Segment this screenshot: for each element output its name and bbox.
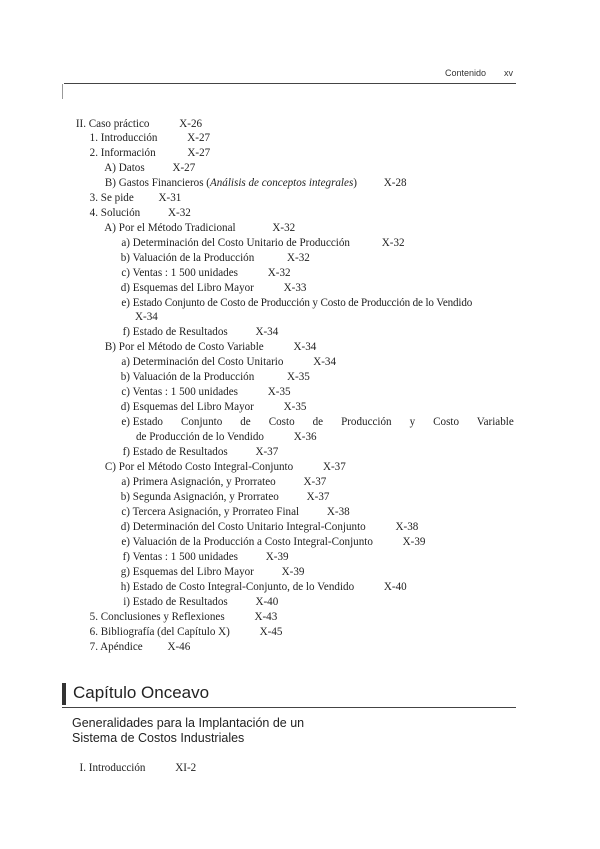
toc-entry-title: Determinación del Costo Unitario [132, 356, 284, 368]
toc-entry [112, 520, 418, 534]
toc-entry-number: e) [121, 536, 130, 548]
toc-entry-title: Estado de Resultados [132, 446, 228, 458]
toc-entry-page: X-38 [326, 506, 350, 518]
toc-entry [80, 131, 210, 145]
toc-entry-number: e) [121, 297, 130, 309]
toc-entry-title: Esquemas del Libro Mayor [132, 282, 254, 294]
toc-entry [112, 490, 329, 504]
toc-entry-title: Gastos Financieros ( [118, 177, 210, 189]
toc-entry-title: Por el Método de Costo Variable [118, 341, 264, 353]
toc-entry-page: X-39 [281, 566, 305, 578]
toc-entry-number: 6. [89, 626, 98, 638]
toc-entry [96, 340, 316, 354]
toc-entry-page: X-37 [255, 446, 279, 458]
toc-entry [112, 505, 350, 519]
toc-entry-number: C) [104, 461, 116, 473]
toc-entry-title: Por el Método Costo Integral-Conjunto [118, 461, 294, 473]
toc-entry-title: Ventas : 1 500 unidades [132, 551, 238, 563]
toc-entry-number: b) [120, 371, 130, 383]
toc-entry-continuation [135, 310, 158, 324]
toc-entry-number: 3. [89, 192, 98, 204]
toc-entry-number: 7. [89, 641, 98, 653]
toc-entry-number: h) [120, 581, 130, 593]
toc-entry-page: X-32 [267, 267, 291, 279]
toc-entry-title: Determinación del Costo Unitario Integral-Conjunto [132, 521, 366, 533]
toc-entry [112, 266, 291, 280]
toc-entry-page: X-27 [187, 147, 211, 159]
toc-entry [112, 580, 407, 594]
toc-entry-number: c) [121, 386, 130, 398]
chapter-heading-bar [62, 683, 66, 705]
toc-entry-page: X-34 [293, 341, 317, 353]
toc-entry-number: B) [104, 341, 116, 353]
toc-entry-number: e) [121, 416, 130, 428]
header-title: Contenido [444, 68, 486, 78]
toc-entry-number: 5. [89, 611, 98, 623]
toc-entry-page: X-34 [313, 356, 337, 368]
toc-entry-number: c) [121, 267, 130, 279]
toc-entry-page: X-37 [306, 491, 330, 503]
chapter-heading [62, 683, 516, 708]
toc-entry [112, 251, 310, 265]
toc-entry-continuation [136, 430, 317, 444]
toc-entry-number: I. [79, 762, 86, 774]
toc-entry-page: X-34 [135, 311, 158, 323]
toc-entry-number: f) [122, 551, 130, 563]
chapter-subtitle-line-1: Generalidades para la Implantación de un [72, 716, 305, 730]
toc-entry-page: X-35 [267, 386, 291, 398]
toc-entry-title-end: ) [353, 177, 357, 189]
toc-entry-title: Ventas : 1 500 unidades [132, 386, 238, 398]
toc-entry [112, 281, 306, 295]
toc-entry-title: Estado de Costo Integral-Conjunto, de lo Vendido [132, 581, 355, 593]
toc-entry [80, 206, 191, 220]
toc-entry-page: X-26 [179, 118, 203, 130]
toc-entry [80, 625, 282, 639]
toc-entry [96, 161, 195, 175]
toc-entry [96, 460, 346, 474]
toc-entry [112, 445, 278, 459]
toc-entry-title: Datos [118, 162, 145, 174]
toc-entry-number: d) [120, 282, 130, 294]
toc-entry-number: f) [122, 326, 130, 338]
toc-entry-page: X-39 [402, 536, 426, 548]
toc-entry [112, 565, 304, 579]
toc-entry-number: c) [121, 506, 130, 518]
toc-entry [112, 370, 310, 384]
toc-entry [64, 117, 202, 131]
toc-entry-title: Tercera Asignación, y Prorrateo Final [132, 506, 300, 518]
chapter-subtitle [72, 716, 516, 746]
toc-entry-page: X-37 [322, 461, 346, 473]
toc-entry-number: A) [104, 222, 116, 234]
toc-entry-number: b) [120, 252, 130, 264]
toc-entry [112, 355, 336, 369]
toc-entry-title: Se pide [100, 192, 134, 204]
toc-entry-number: 2. [89, 147, 98, 159]
toc-entry-number: f) [122, 446, 130, 458]
toc-entry [96, 221, 295, 235]
toc-entry [96, 176, 407, 190]
toc-entry-title: Ventas : 1 500 unidades [132, 267, 238, 279]
toc-entry-page: X-32 [287, 252, 310, 264]
toc-entry-number: 1. [89, 132, 98, 144]
toc-entry-title: Conclusiones y Reflexiones [100, 611, 225, 623]
toc-entry [80, 610, 277, 624]
toc-entry-page: X-27 [172, 162, 196, 174]
toc-entry [64, 761, 196, 775]
toc-entry-title: Información [100, 147, 156, 159]
toc-entry [112, 296, 472, 310]
header-rule [64, 83, 516, 84]
toc-entry-number: d) [120, 401, 130, 413]
toc-entry-number: d) [120, 521, 130, 533]
toc-entry-number: b) [120, 491, 130, 503]
toc-entry-number: a) [121, 356, 130, 368]
toc-entry [112, 475, 326, 489]
toc-entry-page: X-34 [255, 326, 279, 338]
toc-entry-title: Esquemas del Libro Mayor [132, 401, 254, 413]
toc-entry-page: X-27 [187, 132, 211, 144]
toc-entry-title-italic: Análisis de conceptos integrales [209, 177, 354, 189]
toc-entry-title: Determinación del Costo Unitario de Producción [132, 237, 350, 249]
toc-entry-page: X-46 [167, 641, 191, 653]
toc-entry [112, 236, 405, 250]
toc-entry-page: X-40 [383, 581, 407, 593]
margin-line [62, 84, 63, 99]
toc-entry-page: X-38 [395, 521, 419, 533]
toc-entry-title: Bibliografía (del Capítulo X) [100, 626, 230, 638]
toc-entry-page: X-35 [287, 371, 310, 383]
toc-entry-page: X-31 [158, 192, 182, 204]
header-page-number: xv [504, 68, 513, 78]
toc-entry-title: Segunda Asignación, y Prorrateo [132, 491, 279, 503]
toc-entry-title: Estado Conjunto de Costo de Producción y Costo de Producción de lo Vendido [132, 297, 473, 309]
toc-entry-number: II. [75, 118, 86, 130]
toc-entry [80, 640, 190, 654]
toc-entry-number: B) [104, 177, 116, 189]
toc-entry [112, 325, 278, 339]
toc-entry-number: 4. [89, 207, 98, 219]
toc-entry-page: X-40 [255, 596, 279, 608]
toc-entry-title: Estado de Resultados [132, 326, 228, 338]
toc-entry-title: Esquemas del Libro Mayor [132, 566, 254, 578]
toc-entry-page: X-45 [259, 626, 283, 638]
toc-entry-number: a) [121, 237, 130, 249]
toc-entry-title: Estado de Resultados [132, 596, 228, 608]
toc-entry-page: X-33 [283, 282, 307, 294]
toc-entry-page: X-37 [303, 476, 327, 488]
toc-entry [80, 146, 210, 160]
toc-entry-title: Valuación de la Producción a Costo Integral-Conjunto [132, 536, 373, 548]
toc-entry [112, 535, 425, 549]
toc-entry-page: X-36 [293, 431, 317, 443]
toc-entry-number: a) [121, 476, 130, 488]
toc-entry-number: A) [104, 162, 116, 174]
toc-entry-number: i) [123, 596, 130, 608]
toc-entry-title: Valuación de la Producción [132, 252, 255, 264]
running-header [64, 64, 516, 84]
toc-entry-page: X-32 [381, 237, 405, 249]
toc-entry-title: Por el Método Tradicional [118, 222, 236, 234]
toc-entry [112, 595, 278, 609]
toc-entry-title: Estado Conjunto de Costo de Producción y Costo Variable [132, 416, 514, 428]
toc-entry-page: X-35 [283, 401, 307, 413]
toc-entry-page: X-43 [254, 611, 278, 623]
toc-entry-number: g) [120, 566, 130, 578]
toc-entry [112, 385, 291, 399]
toc-entry [112, 415, 514, 429]
toc-entry-title: Valuación de la Producción [132, 371, 255, 383]
chapter-title: Capítulo Onceavo [73, 683, 210, 702]
toc-entry-page: X-32 [168, 207, 191, 219]
toc-entry-page: X-39 [265, 551, 289, 563]
toc-entry-title: Apéndice [100, 641, 143, 653]
toc-entry-title: Primera Asignación, y Prorrateo [132, 476, 276, 488]
toc-entry-page: X-28 [383, 177, 407, 189]
toc-entry-page: XI-2 [175, 762, 197, 774]
toc-entry [80, 191, 181, 205]
toc-entry-title-continued: de Producción de lo Vendido [136, 431, 264, 443]
chapter-subtitle-line-2: Sistema de Costos Industriales [72, 731, 245, 745]
toc-entry-title: Solución [100, 207, 141, 219]
toc-entry [112, 400, 306, 414]
toc-entry-page: X-32 [272, 222, 296, 234]
toc-entry-title: Caso práctico [88, 118, 150, 130]
toc-entry-title: Introducción [88, 762, 146, 774]
toc-entry-title: Introducción [100, 132, 158, 144]
toc-entry [112, 550, 289, 564]
